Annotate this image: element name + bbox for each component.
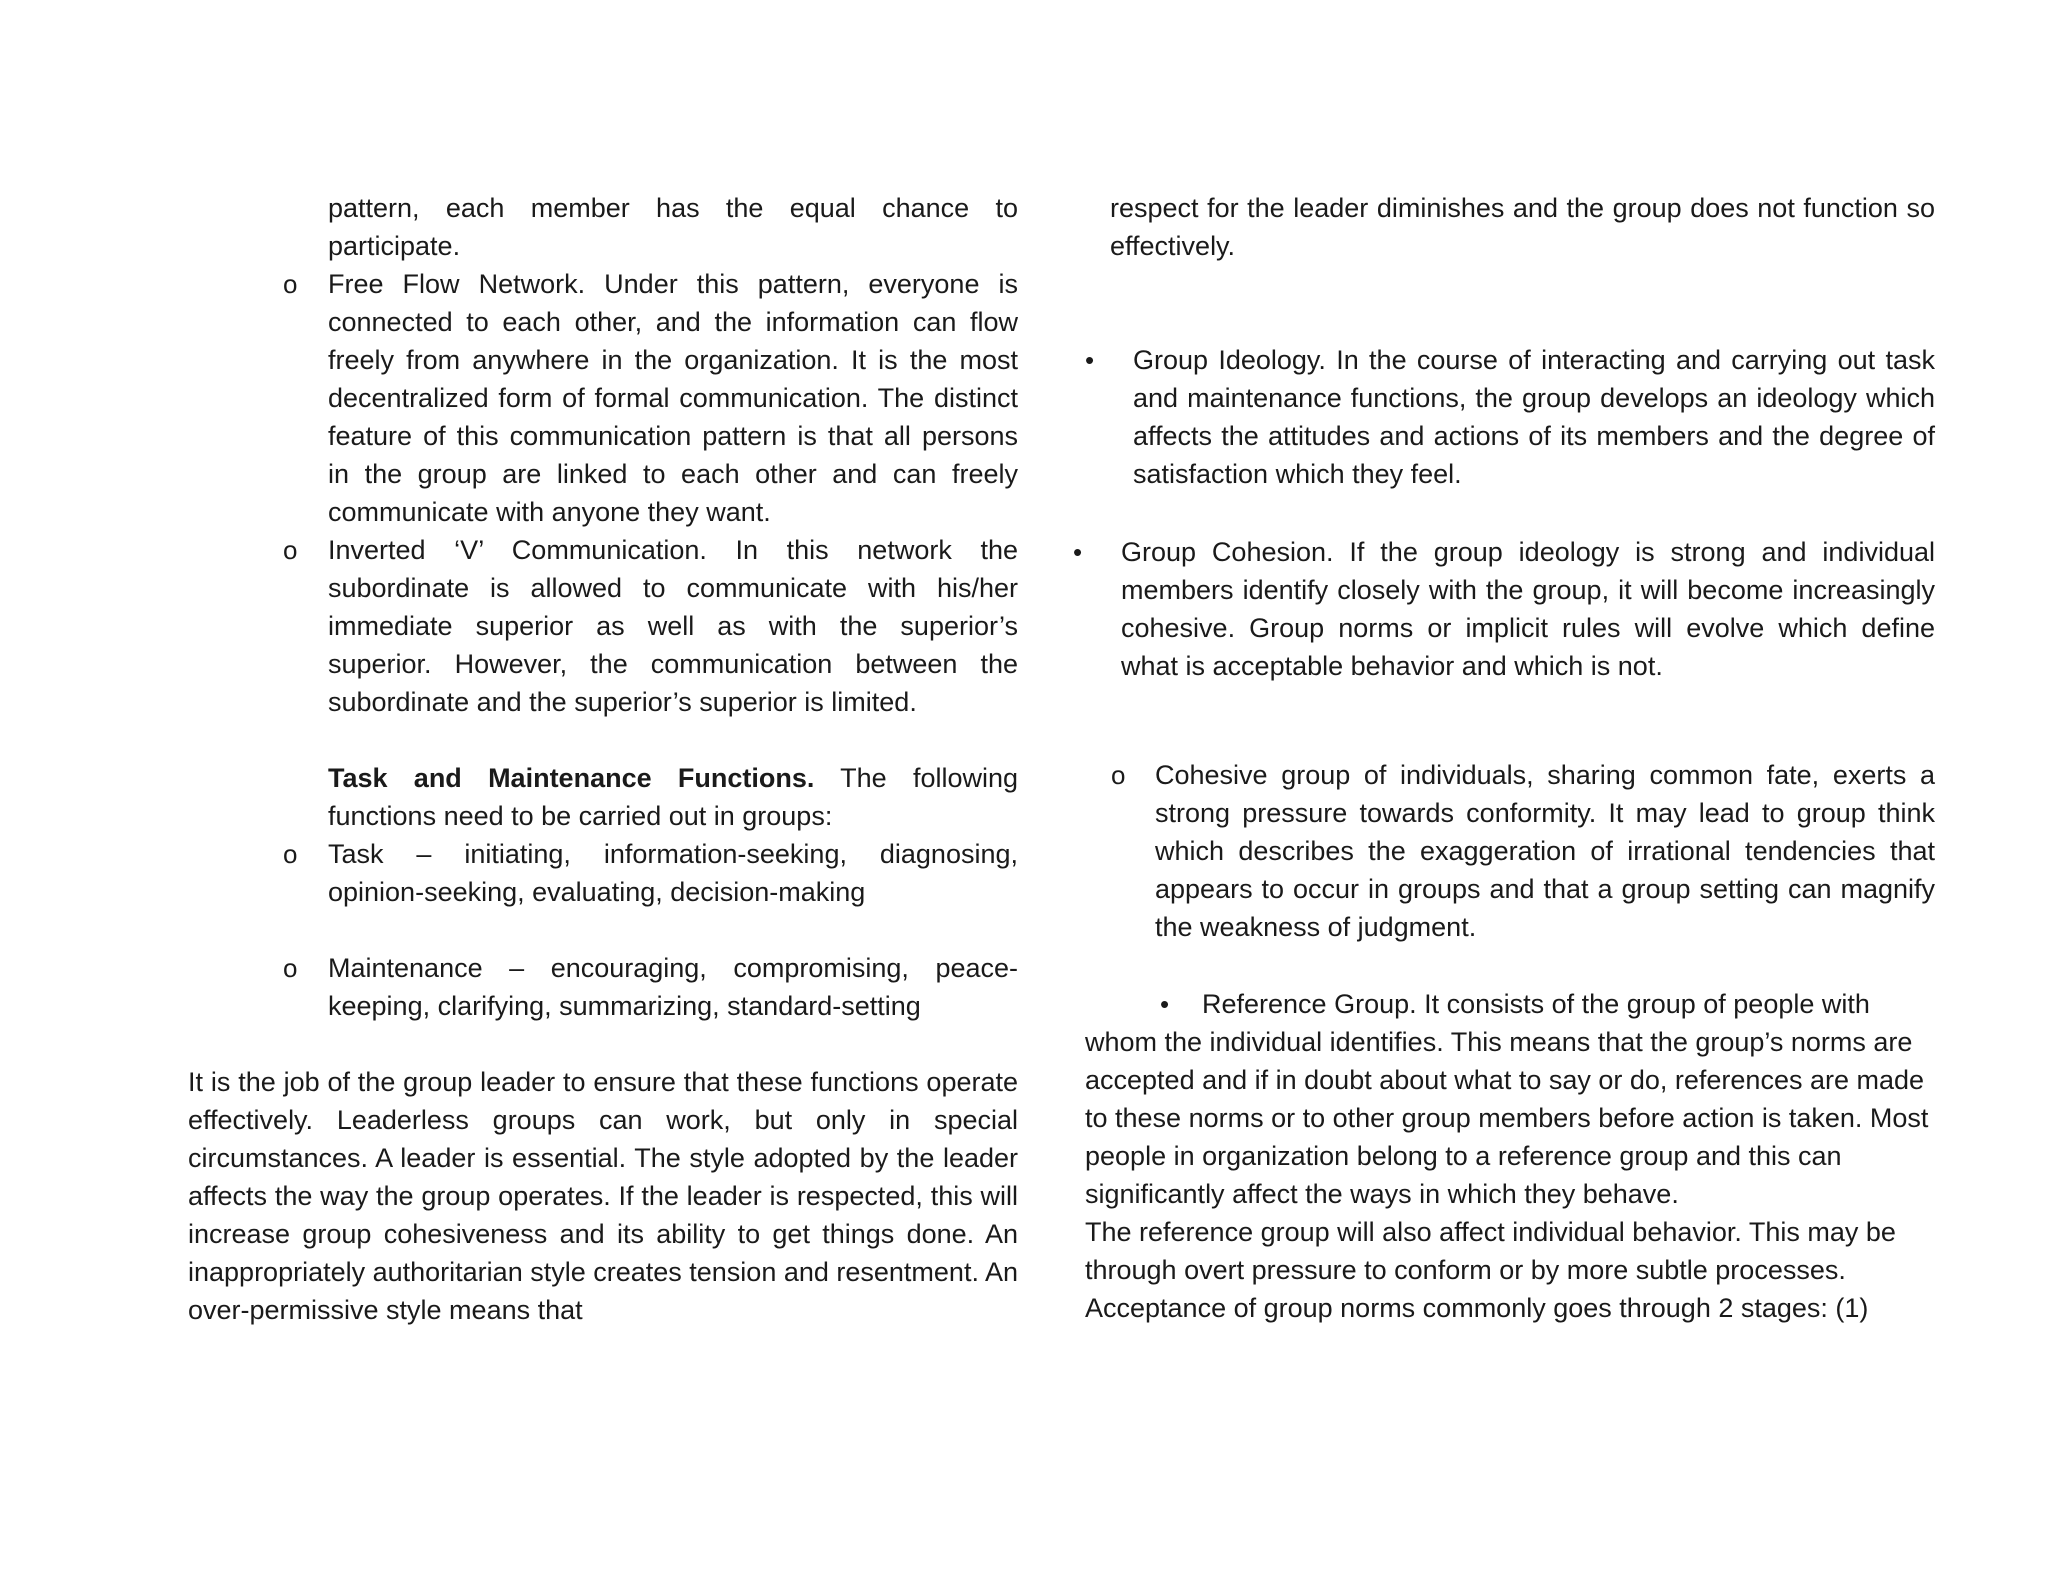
list-item-inverted-v [283, 531, 1018, 721]
task-text: Task – initiating, information-seeking, diagnosing, opinion-seeking, evaluating, decision-making [328, 839, 1018, 907]
inverted-v-text: Inverted ‘V’ Communication. In this network the subordinate is allowed to communicate with his/her immediate superior as well as with the superior’s superior. However, the communication between the subordinate and the superior’s superior is limited. [328, 535, 1018, 717]
continued-paragraph: pattern, each member has the equal chance to participate. [328, 193, 1018, 261]
circle-bullet-icon: o [283, 535, 298, 565]
reference-group-paragraph [1085, 985, 1935, 1327]
task-intro-text: The following functions need to be carried out in groups: [328, 763, 1019, 831]
task-maintenance-paragraph [328, 759, 1018, 835]
circle-bullet-icon: o [1111, 760, 1126, 790]
list-item-group-ideology [1085, 341, 1935, 493]
bullet-icon: • [1085, 345, 1095, 375]
reference-group-first-line [1085, 985, 1935, 1023]
section-heading: Task and Maintenance Functions. [328, 763, 815, 793]
reference-group-lead-text: Reference Group. It consists of the group of people with [1202, 989, 1870, 1019]
free-flow-text: Free Flow Network. Under this pattern, everyone is connected to each other, and the information can flow freely from anywhere in the organization. It is the most decentralized form of formal communication. The distinct feature of this communication pattern is that all persons in the group are linked to each other and can freely communicate with anyone they want. [328, 269, 1018, 527]
maintenance-text: Maintenance – encouraging, compromising, peace-keeping, clarifying, summarizing, standard-setting [328, 953, 1018, 1021]
continued-paragraph: respect for the leader diminishes and the group does not function so effectively. [1110, 193, 1935, 261]
leader-paragraph: It is the job of the group leader to ensure that these functions operate effectively. Leaderless groups can work, but only in special circumstances. A leader is essential. The style adopted by the leader affects the way the group operates. If the leader is respected, this will increase group cohesiveness and its ability to get things done. An inappropriately authoritarian style creates tension and resentment. An over-permissive style means that [188, 1067, 1018, 1325]
circle-bullet-icon: o [283, 269, 298, 299]
circle-bullet-icon: o [283, 839, 298, 869]
list-item-group-cohesion [1073, 533, 1935, 685]
reference-group-body: whom the individual identifies. This means that the group’s norms are accepted and if in doubt about what to say or do, references are made to these norms or to other group members before action is taken. Most people in organization belong to a reference group and this can significantly affect the ways in which they behave. [1085, 1027, 1929, 1209]
list-item-cohesive-group [1111, 756, 1935, 946]
bullet-icon: • [1160, 989, 1170, 1019]
circle-bullet-icon: o [283, 953, 298, 983]
cohesive-group-text: Cohesive group of individuals, sharing common fate, exerts a strong pressure towards conformity. It may lead to group think which describes the exaggeration of irrational tendencies that appears to occur in groups and that a group setting can magnify the weakness of judgment. [1155, 760, 1935, 942]
group-cohesion-text: Group Cohesion. If the group ideology is strong and individual members identify closely with the group, it will become increasingly cohesive. Group norms or implicit rules will evolve which define what is acceptable behavior and which is not. [1121, 537, 1935, 681]
list-item-maintenance [283, 949, 1018, 1025]
reference-group-tail: The reference group will also affect individual behavior. This may be through overt pressure to conform or by more subtle processes. Acceptance of group norms commonly goes through 2 stages: (1) [1085, 1217, 1896, 1323]
bullet-icon: • [1073, 537, 1083, 567]
list-item-free-flow [283, 265, 1018, 531]
list-item-task [283, 835, 1018, 911]
group-ideology-text: Group Ideology. In the course of interacting and carrying out task and maintenance functions, the group develops an ideology which affects the attitudes and actions of its members and the degree of satisfaction which they feel. [1133, 345, 1935, 489]
